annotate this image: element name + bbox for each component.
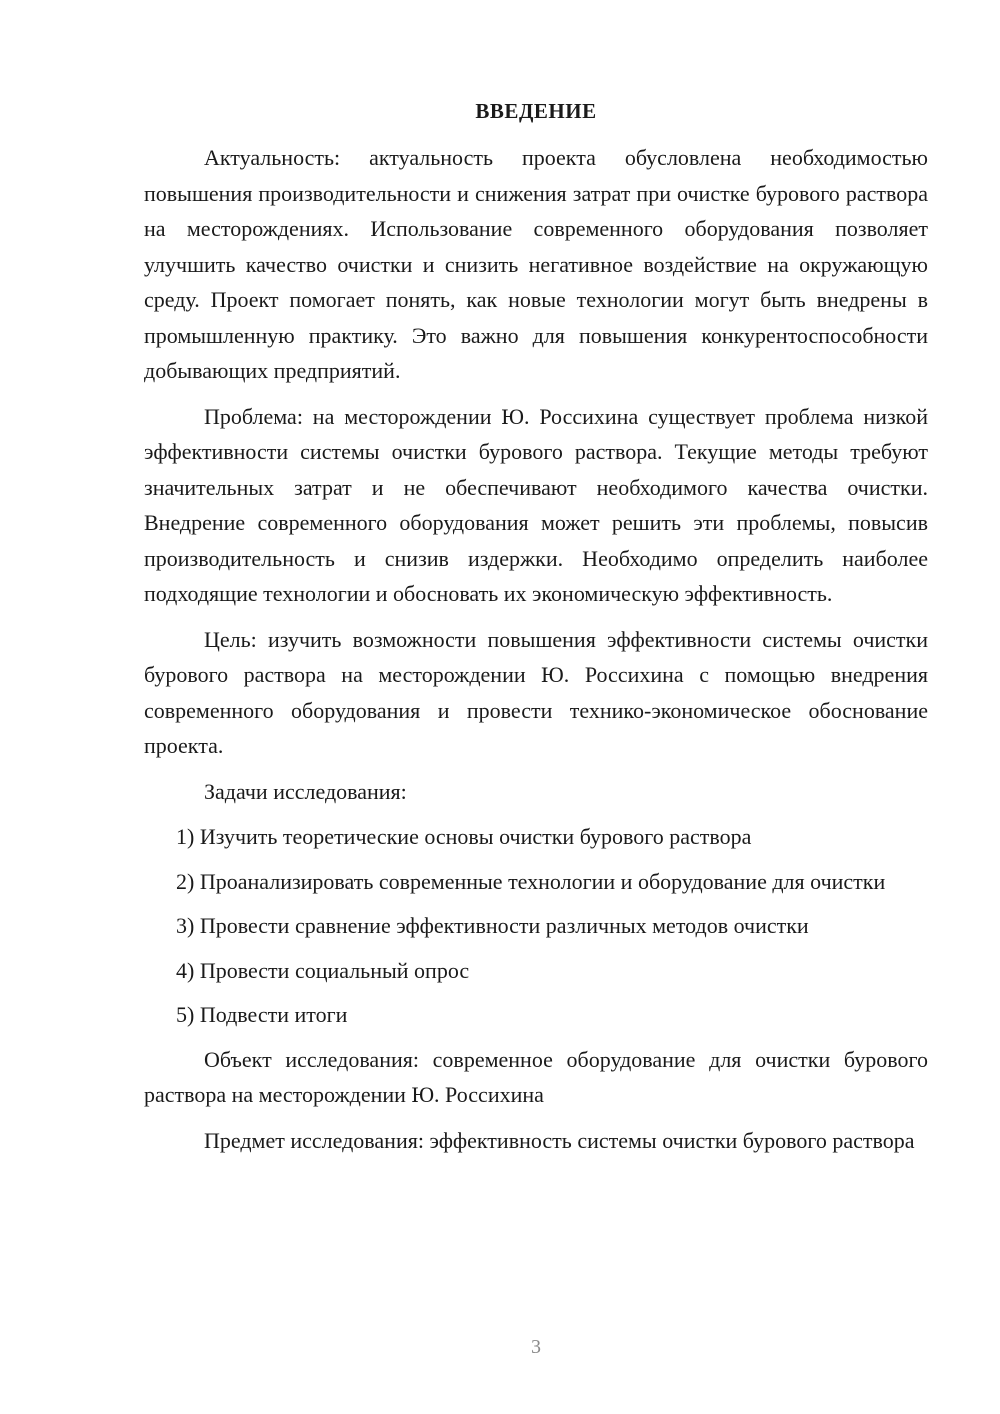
paragraph-problem: Проблема: на месторождении Ю. Россихина существует проблема низкой эффективности системы очистки бурового раствора. Текущие методы требуют значительных затрат и не обеспечивают необходимого качества очистки. Внедрение современного оборудования может решить эти проблемы, повысив производительность и снизив издержки. Необходимо определить наиболее подходящие технологии и обосновать их экономическую эффективность. [144,403,928,606]
paragraph-subject: Предмет исследования: эффективность системы очистки бурового раствора [204,1127,915,1153]
document-body [144,140,928,1168]
paragraph-object: Объект исследования: современное оборудование для очистки бурового раствора на месторождении Ю. Россихина [144,1046,928,1107]
paragraph-goal: Цель: изучить возможности повышения эффективности системы очистки бурового раствора на месторождении Ю. Россихина с помощью внедрения современного оборудования и провести технико-экономическое обоснование проекта. [144,626,928,758]
page-title: ВВЕДЕНИЕ [475,99,597,123]
paragraph-relevance: Актуальность: актуальность проекта обусловлена необходимостью повышения производительности и снижения затрат при очистке бурового раствора на месторождениях. Использование современного оборудования позволяет улучшить качество очистки и снизить негативное воздействие на окружающую среду. Проект помогает понять, как новые технологии могут быть внедрены в промышленную практику. Это важно для повышения конкурентоспособности добывающих предприятий. [144,145,928,383]
document-page [144,0,928,1414]
list-item-task-2: 2) Проанализировать современные технологии и оборудование для очистки [176,868,886,894]
list-item-task-5: 5) Подвести итоги [176,1002,348,1027]
paragraph-tasks-heading: Задачи исследования: [204,778,407,804]
list-item-task-3: 3) Провести сравнение эффективности различных методов очистки [176,913,809,938]
list-item-task-4: 4) Провести социальный опрос [176,957,470,983]
page-number: 3 [531,1336,541,1358]
list-item-task-1: 1) Изучить теоретические основы очистки бурового раствора [176,824,752,849]
